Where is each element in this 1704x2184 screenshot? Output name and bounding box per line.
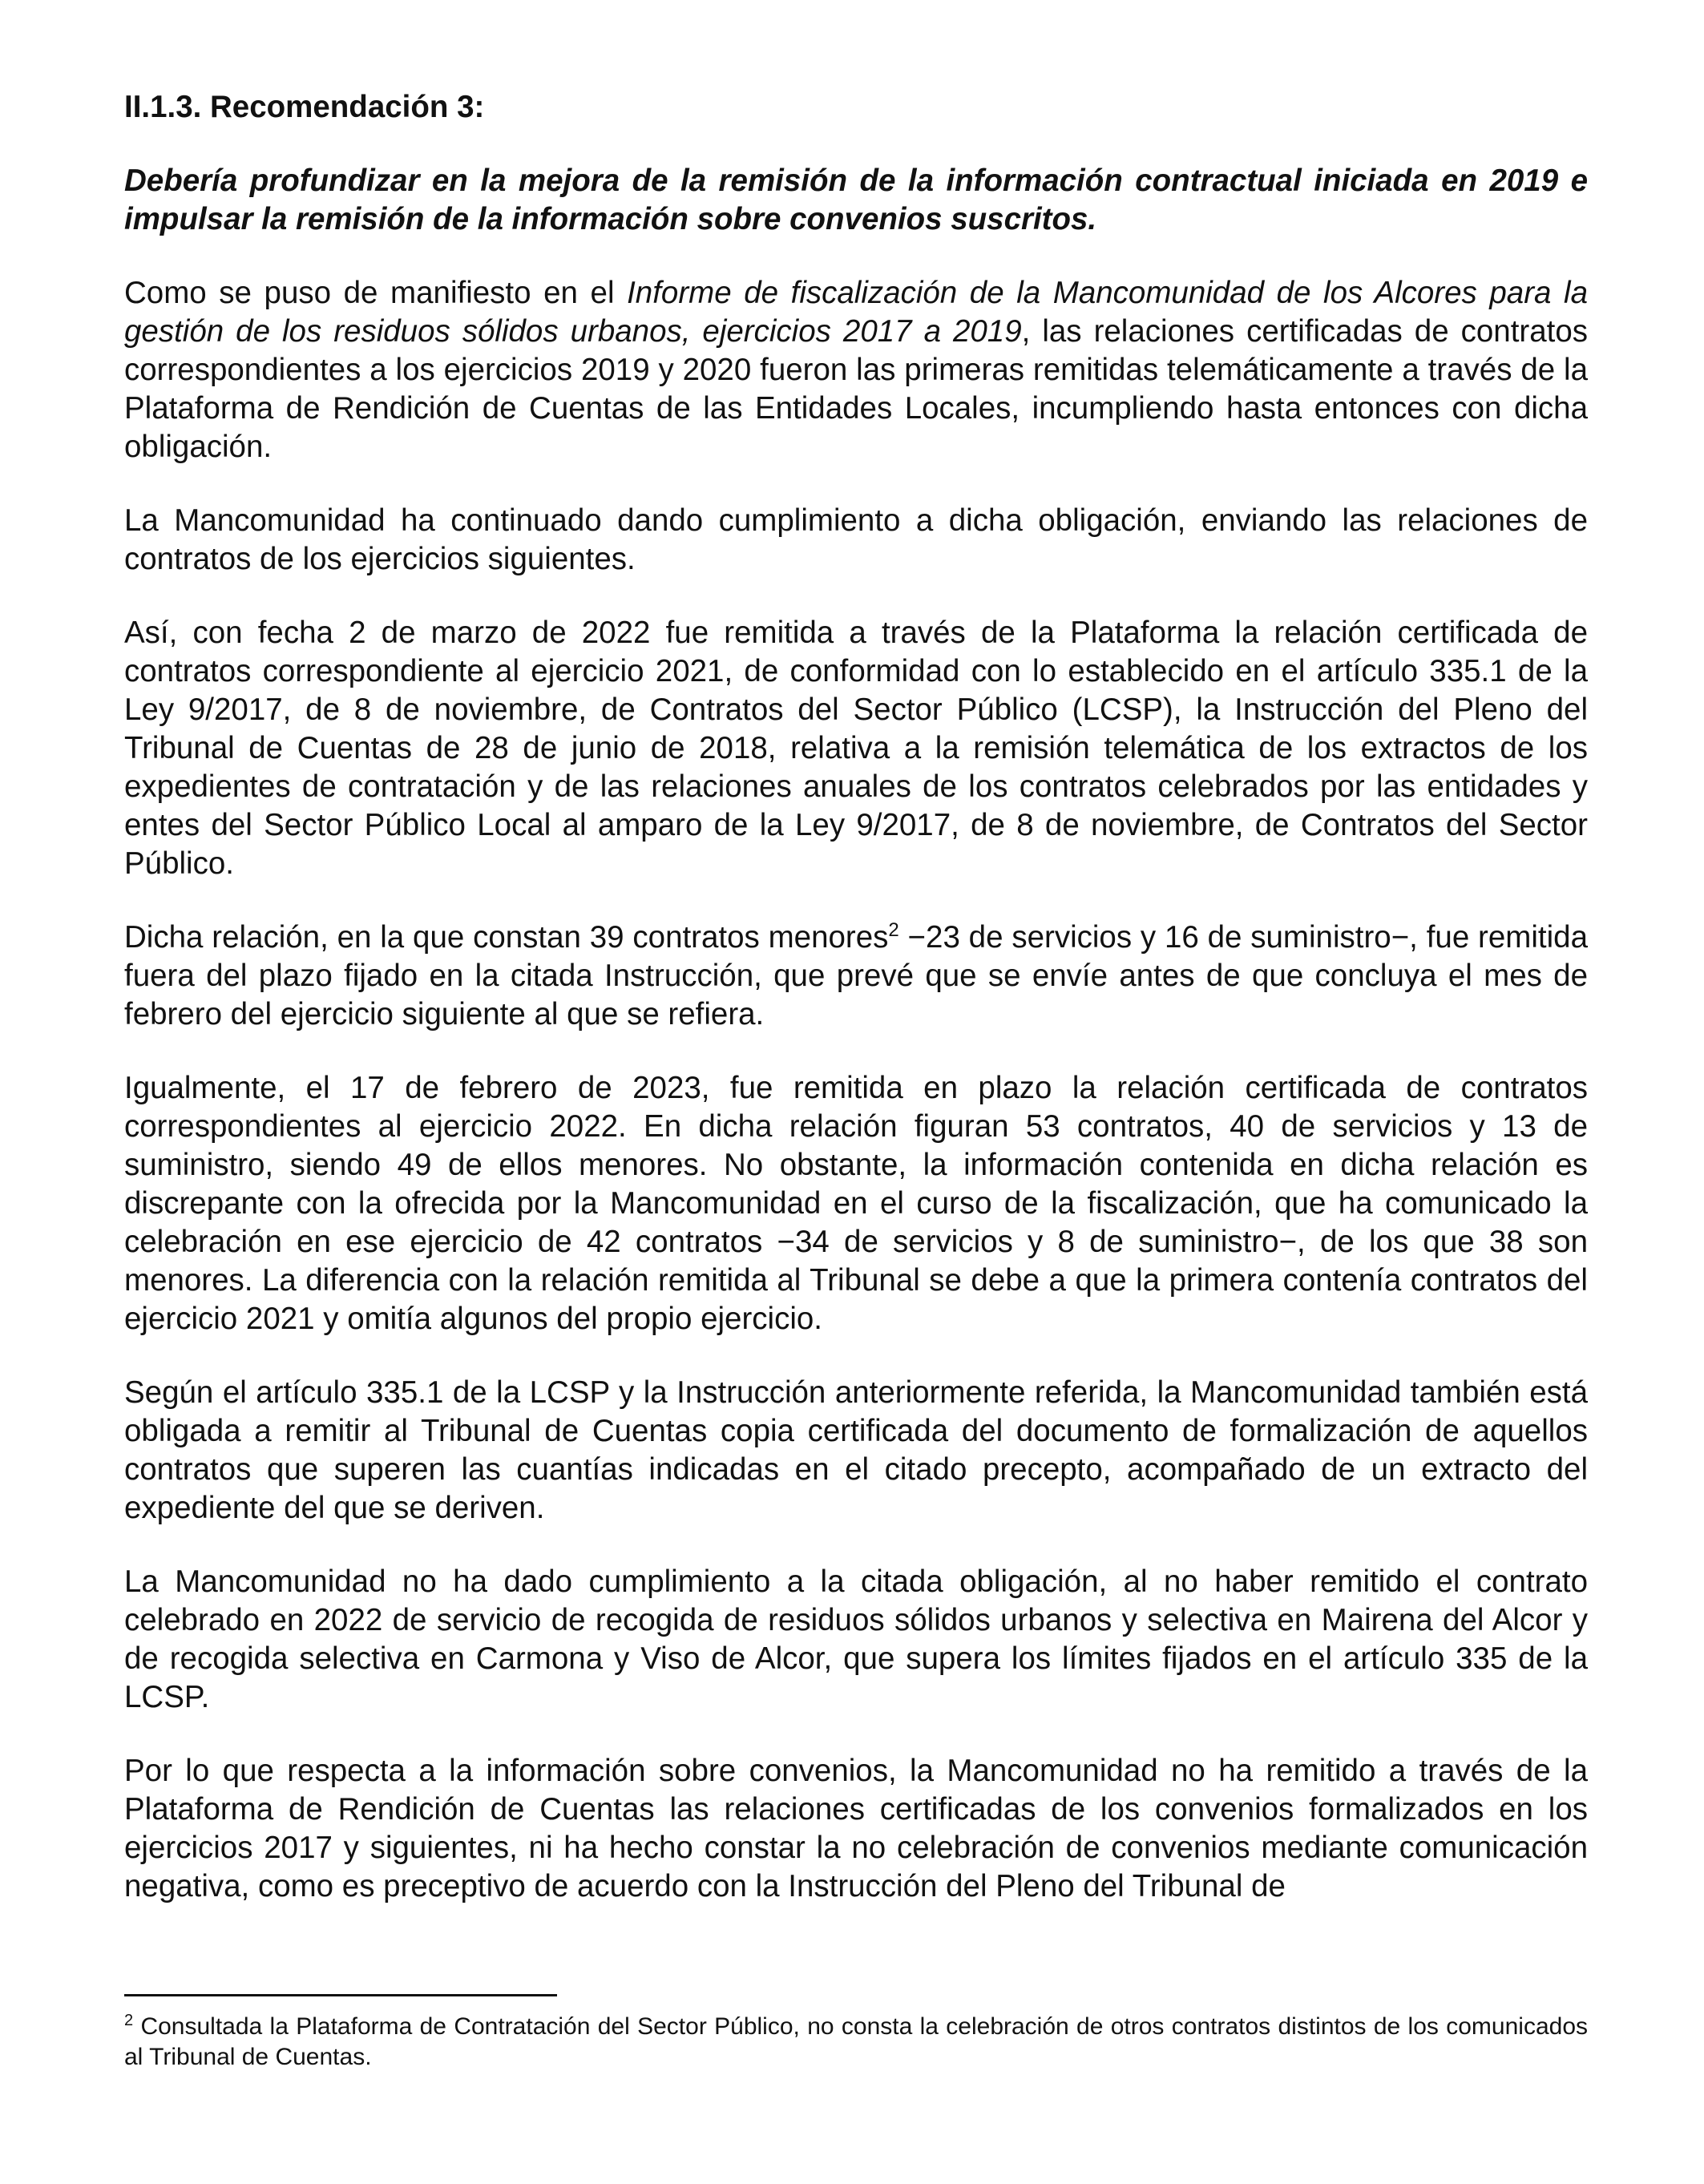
- footnote: [124, 2012, 1588, 2073]
- paragraph-1-text-end: , las relaciones certificadas de contratos correspondientes a los ejercicios 2019 y 2020 fueron las primeras remitidas telemáticamente a través de la Plataforma de Rendición de Cuentas de las Entidades Locales, incumpliendo hasta entonces con dicha obligación.: [124, 314, 1588, 464]
- paragraph-4: [124, 918, 1588, 1034]
- paragraph-4-text-end: −23 de servicios y 16 de suministro−, fue remitida fuera del plazo fijado en la citada Instrucción, que prevé que se envíe antes de que concluya el mes de febrero del ejercicio siguiente al que se refiera.: [124, 920, 1588, 1031]
- paragraph-5: Igualmente, el 17 de febrero de 2023, fue remitida en plazo la relación certificada de contratos correspondientes al ejercicio 2022. En dicha relación figuran 53 contratos, 40 de servicios y 13 de suministro, siendo 49 de ellos menores. No obstante, la información contenida en dicha relación es discrepante con la ofrecida por la Mancomunidad en el curso de la fiscalización, que ha comunicado la celebración en ese ejercicio de 42 contratos −34 de servicios y 8 de suministro−, de los que 38 son menores. La diferencia con la relación remitida al Tribunal se debe a que la primera contenía contratos del ejercicio 2021 y omitía algunos del propio ejercicio.: [124, 1071, 1588, 1336]
- paragraph-4-text-start: Dicha relación, en la que constan 39 contratos menores: [124, 920, 889, 955]
- paragraph-7: La Mancomunidad no ha dado cumplimiento a la citada obligación, al no haber remitido el contrato celebrado en 2022 de servicio de recogida de residuos sólidos urbanos y selectiva en Mairena del Alcor y de recogida selectiva en Carmona y Viso de Alcor, que supera los límites fijados en el artículo 335 de la LCSP.: [124, 1564, 1588, 1714]
- paragraph-8: Por lo que respecta a la información sobre convenios, la Mancomunidad no ha remitido a través de la Plataforma de Rendición de Cuentas las relaciones certificadas de los convenios formalizados en los ejercicios 2017 y siguientes, ni ha hecho constar la no celebración de convenios mediante comunicación negativa, como es preceptivo de acuerdo con la Instrucción del Pleno del Tribunal de: [124, 1754, 1588, 1903]
- footnote-text: Consultada la Plataforma de Contratación del Sector Público, no consta la celebración de otros contratos distintos de los comunicados al Tribunal de Cuentas.: [124, 2013, 1588, 2070]
- section-heading: II.1.3. Recomendación 3:: [124, 90, 485, 124]
- footnote-number: 2: [124, 2012, 134, 2029]
- paragraph-6: Según el artículo 335.1 de la LCSP y la Instrucción anteriormente referida, la Mancomunidad también está obligada a remitir al Tribunal de Cuentas copia certificada del documento de formalización de aquellos contratos que superen las cuantías indicadas en el citado precepto, acompañado de un extracto del expediente del que se deriven.: [124, 1375, 1588, 1525]
- recommendation-text: Debería profundizar en la mejora de la remisión de la información contractual iniciada en 2019 e impulsar la remisión de la información sobre convenios suscritos.: [124, 163, 1588, 236]
- paragraph-1: [124, 274, 1588, 466]
- paragraph-3: Así, con fecha 2 de marzo de 2022 fue remitida a través de la Plataforma la relación certificada de contratos correspondiente al ejercicio 2021, de conformidad con lo establecido en el artículo 335.1 de la Ley 9/2017, de 8 de noviembre, de Contratos del Sector Público (LCSP), la Instrucción del Pleno del Tribunal de Cuentas de 28 de junio de 2018, relativa a la remisión telemática de los extractos de los expedientes de contratación y de las relaciones anuales de los contratos celebrados por las entidades y entes del Sector Público Local al amparo de la Ley 9/2017, de 8 de noviembre, de Contratos del Sector Público.: [124, 616, 1588, 881]
- paragraph-2: La Mancomunidad ha continuado dando cumplimiento a dicha obligación, enviando las relaciones de contratos de los ejercicios siguientes.: [124, 503, 1588, 576]
- paragraph-1-text-start: Como se puso de manifiesto en el: [124, 276, 628, 310]
- footnote-reference[interactable]: 2: [888, 919, 899, 942]
- report-title-italic: Informe de fiscalización de la Mancomunidad de los Alcores para la gestión de los residuos sólidos urbanos, ejercicios 2017 a 2019: [124, 276, 1589, 349]
- footnote-divider: [124, 1994, 557, 1996]
- document-body: [124, 88, 1588, 1906]
